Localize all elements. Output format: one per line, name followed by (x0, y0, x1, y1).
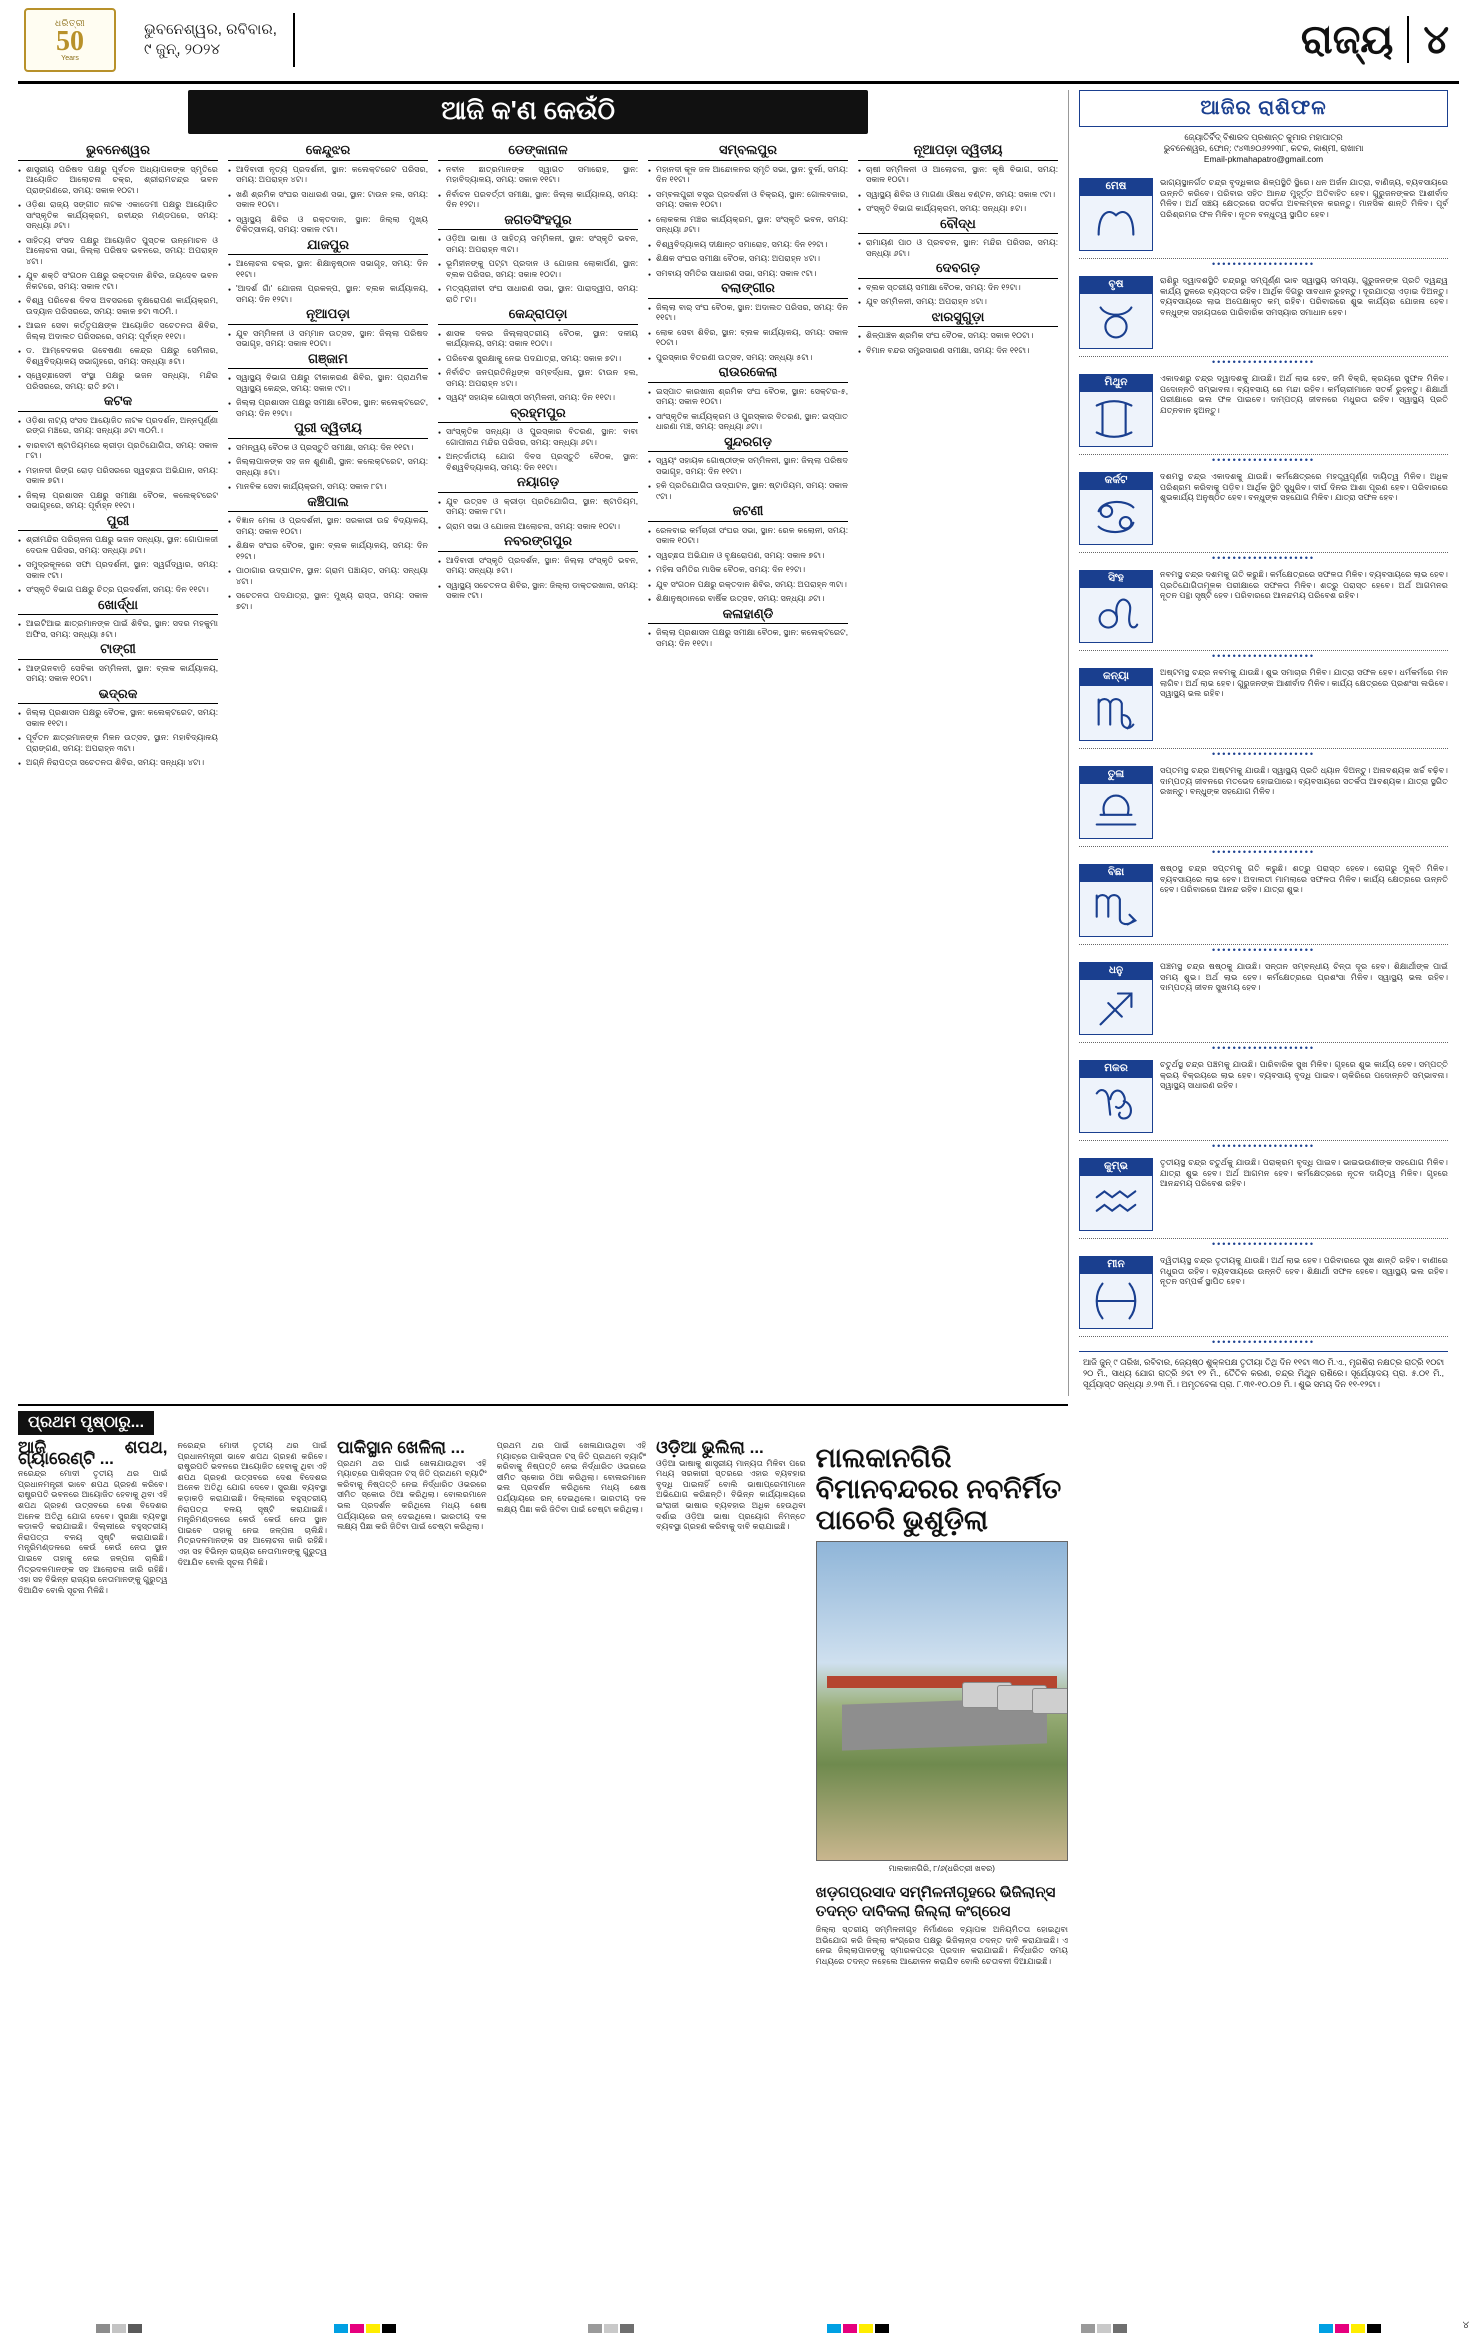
listings-columns (18, 141, 1068, 773)
divider (858, 233, 1058, 234)
divider (438, 422, 638, 423)
aries-icon (1079, 195, 1153, 251)
listing-event: ● ରାମାୟଣ ପାଠ ଓ ପ୍ରବଚନ, ସ୍ଥାନ: ମନ୍ଦିର ପରିସର, ସମୟ: ସନ୍ଧ୍ୟା ୬ଟା। (858, 238, 1058, 259)
registration-group-1 (96, 2324, 142, 2333)
horoscope-sign-icon-wrap (1079, 864, 1153, 937)
divider (228, 324, 428, 325)
registration-group-4 (827, 2324, 889, 2333)
divider (858, 326, 1058, 327)
registration-group-5 (1081, 2324, 1127, 2333)
listing-event: ● ବିଶ୍ୱ ପରିବେଶ ଦିବସ ଅବସରରେ ବୃକ୍ଷରୋପଣ କାର୍ଯ୍ୟକ୍ରମ, ଉଦ୍ୟାନ ପରିସରରେ, ସମୟ: ସକାଳ ୭ଟା ୩୦ମି.। (18, 296, 218, 317)
horoscope-divider: •••••••••••••••••••• (1211, 945, 1316, 955)
listing-event: ● ରେଳବାଇ କର୍ମଚାରୀ ସଂଘର ସଭା, ସ୍ଥାନ: ରେଳ କଲୋନୀ, ସମୟ: ସକାଳ ୧୦ଟା। (648, 526, 848, 547)
divider (438, 229, 638, 230)
horoscope-sign-text: ପଞ୍ଚମସ୍ଥ ଚନ୍ଦ୍ର ଷଷ୍ଠକୁ ଯାଉଛି। ସନ୍ତାନ ସମ୍ବନ୍ଧୀୟ ଚିନ୍ତା ଦୂର ହେବ। ଶିକ୍ଷାର୍ଥୀଙ୍କ ପାଇଁ ସମୟ ଶୁଭ। ଅର୍ଥ ଲାଭ ହେବ। କର୍ମକ୍ଷେତ୍ରରେ ପ୍ରଶଂସା ମିଳିବ। ସ୍ୱାସ୍ଥ୍ୟ ଭଲ ରହିବ। ଦାମ୍ପତ୍ୟ ଜୀବନ ସୁଖମୟ ହେବ। (1160, 962, 1448, 993)
aquarius-icon (1086, 1176, 1146, 1230)
logo-years-text: Years (61, 54, 79, 62)
horoscope-sign-row (1079, 1151, 1448, 1239)
story1-headline: ଆଜି ଶପଥ, ଗ୍ୟାରେଣ୍ଟି ... (18, 1438, 168, 1468)
horoscope-sign-icon-wrap (1079, 668, 1153, 741)
listing-event: ● ସମ୍ବଲପୁରୀ ବସ୍ତ୍ର ପ୍ରଦର୍ଶନୀ ଓ ବିକ୍ରୟ, ସ୍ଥାନ: ଗୋଲବଜାର, ସମୟ: ସକାଳ ୧୦ଟା। (648, 190, 848, 211)
listing-city-heading: ଭଦ୍ରକ (98, 685, 138, 701)
divider (648, 451, 848, 452)
horoscope-sign-icon-wrap (1079, 1158, 1153, 1231)
photo-pipe-3 (1032, 1688, 1068, 1714)
listing-city-heading: ଭୁବନେଶ୍ୱର (86, 142, 150, 157)
horoscope-sign-text: ଅଷ୍ଟମସ୍ଥ ଚନ୍ଦ୍ର ନବମକୁ ଯାଉଛି। ଶୁଭ ସମାଚାର ମିଳିବ। ଯାତ୍ରା ସଫଳ ହେବ। ଧର୍ମକର୍ମରେ ମନ ଲାଗିବ। ଅର୍ଥ ଲାଭ ହେବ। ଗୁରୁଜନଙ୍କ ଆଶୀର୍ବାଦ ମିଳିବ। କାର୍ଯ୍ୟ କ୍ଷେତ୍ରରେ ପ୍ରଶଂସା ଲଭିବେ। ସ୍ୱାସ୍ଥ୍ୟ ଭଲ ରହିବ। (1160, 668, 1448, 699)
listing-event: ● ମହିଳା ସମିତିର ମାସିକ ବୈଠକ, ସମୟ: ଦିନ ୧୨ଟା। (648, 565, 848, 576)
listing-city-heading: କଟକ (103, 393, 133, 408)
horoscope-sign-name: ଧନୁ (1079, 962, 1153, 979)
listing-event: ● ସମବାୟ ସମିତିର ସାଧାରଣ ସଭା, ସମୟ: ସକାଳ ୯ଟା। (648, 269, 848, 280)
listing-event: ● ବିଜ୍ଞାନ ମେଳା ଓ ପ୍ରଦର୍ଶନୀ, ସ୍ଥାନ: ସରକାରୀ ଉଚ୍ଚ ବିଦ୍ୟାଳୟ, ସମୟ: ସକାଳ ୧୦ଟା। (228, 516, 428, 537)
horoscope-sign-name: କନ୍ୟା (1079, 668, 1153, 685)
masthead-divider (293, 13, 295, 67)
divider (18, 411, 218, 412)
divider (228, 368, 428, 369)
story2-body-cont: ପ୍ରଥମ ଥର ପାଇଁ ଖେଳାଯାଉଥିବା ଏହି ମ୍ୟାଚ୍‌ରେ ପାକିସ୍ତାନ ଟସ୍‌ ଜିତି ପ୍ରଥମେ ବ୍ୟାଟିଂ କରିବାକୁ ନିଷ୍ପତ୍ତି ନେଇ ନିର୍ଦ୍ଧାରିତ ଓଭରରେ ସୀମିତ ସ୍କୋର ଠିଆ କରିଥିଲା। ବୋଲରମାନେ ଭଲ ପ୍ରଦର୍ଶନ କରିଥିଲେ ମଧ୍ୟ ଶେଷ ପର୍ଯ୍ୟାୟରେ ରନ୍ ଦେଇଥିଲେ। ଭାରତୀୟ ଦଳ ଲକ୍ଷ୍ୟ ପିଛା କରି ଜିତିବା ପାଇଁ ଚେଷ୍ଟା କରିଥିଲା। (496, 1441, 647, 1514)
virgo-icon (1086, 686, 1146, 740)
divider (648, 521, 848, 522)
horoscope-sign-icon-wrap (1079, 1060, 1153, 1133)
listing-event: ● ଓଡ଼ିଶା ନାଟ୍ୟ ସଂସଦ ଆୟୋଜିତ ନାଟକ ପ୍ରଦର୍ଶନ, ଅନ୍ନପୂର୍ଣ୍ଣା ରଙ୍ଗ ମଞ୍ଚରେ, ସମୟ: ସନ୍ଧ୍ୟା ୬ଟା ୩୦ମି.। (18, 416, 218, 437)
divider (858, 160, 1058, 161)
story2-body: ପ୍ରଥମ ଥର ପାଇଁ ଖେଳାଯାଉଥିବା ଏହି ମ୍ୟାଚ୍‌ରେ ପାକିସ୍ତାନ ଟସ୍‌ ଜିତି ପ୍ରଥମେ ବ୍ୟାଟିଂ କରିବାକୁ ନିଷ୍ପତ୍ତି ନେଇ ନିର୍ଦ୍ଧାରିତ ଓଭରରେ ସୀମିତ ସ୍କୋର ଠିଆ କରିଥିଲା। ବୋଲରମାନେ ଭଲ ପ୍ରଦର୍ଶନ କରିଥିଲେ ମଧ୍ୟ ଶେଷ ପର୍ଯ୍ୟାୟରେ ରନ୍ ଦେଇଥିଲେ। ଭାରତୀୟ ଦଳ ଲକ୍ଷ୍ୟ ପିଛା କରି ଜିତିବା ପାଇଁ ଚେଷ୍ଟା କରିଥିଲା। (337, 1458, 487, 1532)
listing-event: ● ଚାଷୀ ସମ୍ମିଳନୀ ଓ ଆଲୋଚନା, ସ୍ଥାନ: କୃଷି ବିଭାଗ, ସମୟ: ସକାଳ ୧୦ଟା। (858, 165, 1058, 186)
listing-event: ● ବିଶ୍ୱବିଦ୍ୟାଳୟ ଦୀକ୍ଷାନ୍ତ ସମାରୋହ, ସମୟ: ଦିନ ୧୨ଟା। (648, 240, 848, 251)
listing-event: ● ଇସ୍ପାତ କାରଖାନା ଶ୍ରମିକ ସଂଘ ବୈଠକ, ସ୍ଥାନ: ସେକ୍ଟର-୫, ସମୟ: ସକାଳ ୧୦ଟା। (648, 387, 848, 408)
edition-day: ୯ ଜୁନ୍‌, ୨୦୨୪ (144, 40, 221, 58)
listing-city-heading: ଜଗତସିଂହପୁର (504, 211, 572, 227)
listing-event: ● ପାଠାଗାର ଉଦ୍‌ଘାଟନ, ସ୍ଥାନ: ଗ୍ରାମ ପଞ୍ଚାୟତ, ସମୟ: ସନ୍ଧ୍ୟା ୪ଟା। (228, 566, 428, 587)
divider (228, 254, 428, 255)
story4-body: ଜିଲ୍ଲା ସ୍ତରୀୟ ସମ୍ମିଳନୀଗୃହ ନିର୍ମାଣରେ ବ୍ୟାପକ ଅନିୟମିତତା ହୋଇଥିବା ଅଭିଯୋଗ କରି ଜିଲ୍ଲା କଂଗ୍ରେସ ପକ୍ଷରୁ ଭିଜିଲାନ୍ସ ତଦନ୍ତ ଦାବି କରାଯାଇଛି। ଏ ନେଇ ଜିଲ୍ଲାପାଳଙ୍କୁ ସ୍ମାରକପତ୍ର ପ୍ରଦାନ କରାଯାଇଛି। ନିର୍ଦ୍ଧାରିତ ସମୟ ମଧ୍ୟରେ ତଦନ୍ତ ନହେଲେ ଆନ୍ଦୋଳନ କରାଯିବ ବୋଲି ଚେତାବନୀ ଦିଆଯାଇଛି। (815, 1925, 1068, 1966)
horoscope-sign-icon-wrap (1079, 570, 1153, 643)
listing-event: ● ଲୋକ ସେବା ଶିବିର, ସ୍ଥାନ: ବ୍ଲକ କାର୍ଯ୍ୟାଳୟ, ସମୟ: ସକାଳ ୧୦ଟା। (648, 328, 848, 349)
horoscope-zone (1068, 90, 1448, 1396)
photo-caption: ମାଲକାନଗିରି, ୮/୬(ଧରିତ୍ରୀ ଖବର) (888, 1864, 995, 1873)
listing-event: ● 'ଆଦର୍ଶ ଗାଁ' ଯୋଜନା ପ୍ରକଳ୍ପ, ସ୍ଥାନ: ବ୍ଲକ କାର୍ଯ୍ୟାଳୟ, ସମୟ: ଦିନ ୧୨ଟା। (228, 284, 428, 305)
horoscope-astrologer: ଜ୍ୟୋତିର୍ବିଦ୍‌ ବିଶାରଦ ପ୍ରଶାନ୍ତ କୁମାର ମହାପାତ୍ର (1184, 132, 1343, 142)
cancer-icon (1079, 489, 1153, 545)
horoscope-divider: •••••••••••••••••••• (1211, 847, 1316, 857)
listing-event: ● ମହାନଦୀ ରିଙ୍ଗ ରୋଡ଼ ପରିସରରେ ସ୍ୱଚ୍ଛତା ଅଭିଯାନ, ସମୟ: ସକାଳ ୭ଟା। (18, 466, 218, 487)
logo-anniversary-number: 50 (56, 25, 84, 57)
story4-headline: ଖଡ଼ଗପ୍ରସାଦ ସମ୍ମିଳନୀଗୃହରେ ଭିଜିଲାନ୍ସ ତଦନ୍ତ ଦାବିକଲା ଜିଲ୍ଲା କଂଗ୍ରେସ (815, 1884, 1056, 1920)
horoscope-sign-row (1079, 563, 1448, 651)
listing-event: ● ନିର୍ବାଚିତ ଜନପ୍ରତିନିଧିଙ୍କ ସମ୍ବର୍ଦ୍ଧନା, ସ୍ଥାନ: ଟାଉନ ହଲ, ସମୟ: ଅପରାହ୍ନ ୪ଟା। (438, 368, 638, 389)
horoscope-sign-row (1079, 269, 1448, 357)
listing-city-heading: ଡେଙ୍କାନାଳ (508, 142, 568, 157)
listing-event: ● ସମନ୍ୱୟ ବୈଠକ ଓ ପ୍ରସ୍ତୁତି ସମୀକ୍ଷା, ସମୟ: ଦିନ ୧୧ଟା। (228, 443, 428, 454)
listing-event: ● ସାଂସ୍କୃତିକ କାର୍ଯ୍ୟକ୍ରମ ଓ ପୁରସ୍କାର ବିତରଣ, ସ୍ଥାନ: ଇସ୍ପାତ ଧାରଣା ମଞ୍ଚ, ସମୟ: ସନ୍ଧ୍ୟା ୬ଟା। (648, 412, 848, 433)
horoscope-sign-row (1079, 367, 1448, 455)
listing-event: ● ଜିଲ୍ଲା ପ୍ରଶାସନ ପକ୍ଷରୁ ସମୀକ୍ଷା ବୈଠକ, କଲେକ୍ଟରେଟ ସଭାଗୃହରେ, ସମୟ: ପୂର୍ବାହ୍ନ ୧୧ଟା। (18, 491, 218, 512)
registration-group-3 (588, 2324, 634, 2333)
listing-event: ● ଅଗ୍ନି ନିରାପତ୍ତା ସଚେତନତା ଶିବିର, ସମୟ: ସନ୍ଧ୍ୟା ୪ଟା। (18, 758, 218, 769)
horoscope-sign-row (1079, 955, 1448, 1043)
horoscope-divider: •••••••••••••••••••• (1211, 749, 1316, 759)
divider (858, 278, 1058, 279)
listing-city-heading: ବୌଦ୍ଧ (940, 215, 976, 231)
horoscope-sign-row (1079, 1053, 1448, 1141)
listing-event: ● ପରିବେଶ ସୁରକ୍ଷାକୁ ନେଇ ପଦଯାତ୍ରା, ସମୟ: ସକାଳ ୭ଟା। (438, 354, 638, 365)
listing-event: ● ପୁରସ୍କାର ବିତରଣୀ ଉତ୍ସବ, ସମୟ: ସନ୍ଧ୍ୟା ୫ଟା। (648, 353, 848, 364)
leo-icon (1079, 587, 1153, 643)
gemini-icon (1086, 392, 1146, 446)
story1-body: ନରେନ୍ଦ୍ର ମୋଦୀ ତୃତୀୟ ଥର ପାଇଁ ପ୍ରଧାନମନ୍ତ୍ରୀ ଭାବେ ଶପଥ ଗ୍ରହଣ କରିବେ। ରାଷ୍ଟ୍ରପତି ଭବନରେ ଆୟୋଜିତ ହେବାକୁ ଥିବା ଏହି ଶପଥ ଗ୍ରହଣ ଉତ୍ସବରେ ଦେଶ ବିଦେଶର ଅନେକ ଅତିଥି ଯୋଗ ଦେବେ। ସୁରକ୍ଷା ବ୍ୟବସ୍ଥା କଡ଼ାକଡ଼ି କରାଯାଇଛି। ଦିଲ୍ଲୀରେ ବହୁସ୍ତରୀୟ ନିରାପତ୍ତା ବଳୟ ସୃଷ୍ଟି କରାଯାଇଛି। ମନ୍ତ୍ରିମଣ୍ଡଳରେ କେଉଁ କେଉଁ ନେତା ସ୍ଥାନ ପାଇବେ ତାହାକୁ ନେଇ ଜଳ୍ପନା ଚାଲିଛି। ମିତ୍ରଦଳମାନଙ୍କ ସହ ଆଲୋଚନା ଜାରି ରହିଛି। ଏହା ସହ ବିଭିନ୍ନ ରାଜ୍ୟର ନେତାମାନଙ୍କୁ ଗୁରୁତ୍ୱ ଦିଆଯିବ ବୋଲି ସୂଚନା ମିଳିଛି। (18, 1469, 168, 1595)
horoscope-sign-icon-wrap (1079, 766, 1153, 839)
listing-event: ● ମହାନଦୀ କୂଳ ଜଳ ଆନ୍ଦୋଳନର ସ୍ମୃତି ସଭା, ସ୍ଥାନ: ବୁର୍ଲା, ସମୟ: ଦିନ ୧୧ଟା। (648, 165, 848, 186)
listing-event: ● ଜିଲ୍ଲା ପ୍ରଶାସନ ପକ୍ଷରୁ ସମୀକ୍ଷା ବୈଠକ, ସ୍ଥାନ: କଲେକ୍ଟରେଟ, ସମୟ: ଦିନ ୧୨ଟା। (228, 398, 428, 419)
horoscope-sign-text: ଭାଗ୍ୟସ୍ଥାନର୍ଗତ ଚନ୍ଦ୍ର ବୃଦ୍ଧିକାର ଶିଳ୍ପସ୍ଥିତି ସ୍ଥିରେ। ଧନ ଅର୍ଜନ ଯାତ୍ରା, ବାଣିଜ୍ୟ, ବ୍ୟବସାୟରେ ଉନ୍ନତି କରିବେ। ପରିବାର ସହିତ ଆନନ୍ଦ ମୁହୂର୍ତ୍ତ ଅତିବାହିତ ହେବ। ଗୁରୁଜନଙ୍କର ଆଶୀର୍ବାଦ ମିଳିବ। ଅର୍ଥ ସଞ୍ଚୟ କ୍ଷେତ୍ରରେ ସତର୍କତା ଅବଲମ୍ବନ କରନ୍ତୁ। ମାନସିକ ଶାନ୍ତି ମିଳିବ। ପୂର୍ବ ପରିଶ୍ରମର ଫଳ ମିଳିବ। ନୂତନ ବନ୍ଧୁତ୍ୱ ସ୍ଥାପିତ ହେବ। (1160, 178, 1448, 219)
listing-event: ● ଆଇଟିଆଇ ଛାତ୍ରମାନଙ୍କ ପାଇଁ ଶିବିର, ସ୍ଥାନ: ସଦର ମହକୁମା ଅଫିସ, ସମୟ: ସନ୍ଧ୍ୟା ୫ଟା। (18, 619, 218, 640)
edition-date (130, 20, 277, 60)
listing-city-heading: ନୟାଗଡ଼ (516, 474, 560, 489)
listing-event: ● ସ୍ୱେଚ୍ଛାସେବୀ ସଂସ୍ଥା ପକ୍ଷରୁ ଭଜନ ସନ୍ଧ୍ୟା, ମନ୍ଦିର ପରିସରରେ, ସମୟ: ରାତି ୭ଟା। (18, 371, 218, 392)
listing-event: ● ନବୀନ ଛାତ୍ରମାନଙ୍କ ସ୍ୱାଗତ ସମାରୋହ, ସ୍ଥାନ: ମହାବିଦ୍ୟାଳୟ, ସମୟ: ସକାଳ ୧୧ଟା। (438, 165, 638, 186)
horoscope-sign-row (1079, 171, 1448, 259)
listing-city-heading: ପୁରୀ (106, 512, 130, 528)
horoscope-divider: •••••••••••••••••••• (1211, 1141, 1316, 1151)
masthead (18, 0, 1459, 84)
story2-headline: ପାକିସ୍ଥାନ ଖେଳିଲା ... (337, 1438, 465, 1457)
horoscope-sign-text: ଦ୍ୱିତୀୟସ୍ଥ ଚନ୍ଦ୍ର ତୃତୀୟକୁ ଯାଉଛି। ଅର୍ଥ ଲାଭ ହେବ। ପରିବାରରେ ସୁଖ ଶାନ୍ତି ରହିବ। ବାଣୀରେ ମଧୁରତା ରହିବ। ବ୍ୟବସାୟରେ ଉନ୍ନତି ହେବ। ଶିକ୍ଷାର୍ଥୀ ସଫଳ ହେବେ। ସ୍ୱାସ୍ଥ୍ୟ ଭଲ ରହିବ। ନୂତନ ସମ୍ପର୍କ ସ୍ଥାପିତ ହେବ। (1160, 1256, 1448, 1287)
story-column-4 (497, 1441, 647, 1967)
libra-icon (1086, 784, 1146, 838)
listing-event: ● ସ୍ୱାସ୍ଥ୍ୟ ଶିବିର ଓ ମାଗଣା ଔଷଧ ବଣ୍ଟନ, ସମୟ: ସକାଳ ୯ଟା। (858, 190, 1058, 201)
horoscope-sign-name: ସିଂହ (1079, 570, 1153, 587)
divider (438, 324, 638, 325)
horoscope-sign-text: ଚତୁର୍ଥସ୍ଥ ଚନ୍ଦ୍ର ପଞ୍ଚମକୁ ଯାଉଛି। ପାରିବାରିକ ସୁଖ ମିଳିବ। ଗୃହରେ ଶୁଭ କାର୍ଯ୍ୟ ହେବ। ସମ୍ପତ୍ତି କ୍ରୟ ବିକ୍ରୟରେ ଲାଭ ହେବ। ବ୍ୟବସାୟ ବୃଦ୍ଧି ପାଇବ। ଚାକିରିରେ ପଦୋନ୍ନତି ସମ୍ଭାବନା। ସ୍ୱାସ୍ଥ୍ୟ ସାଧାରଣ ରହିବ। (1160, 1060, 1448, 1091)
listing-city-heading: ନୂଆପଡ଼ା (306, 306, 350, 321)
story-column-3 (337, 1438, 487, 1967)
horoscope-sign-text: ରାଶିରୁ ଦ୍ୱାଦଶସ୍ଥିତି ଚନ୍ଦ୍ରରୁ ସମ୍ପୂର୍ଣ୍ଣ ଭାବ ସ୍ୱାସ୍ଥ୍ୟ ସମସ୍ୟା, ଗୁରୁଜନଙ୍କ ପ୍ରତି ଦ୍ୱନ୍ଦ୍ୱ କାର୍ଯ୍ୟ ସ୍ଥଳରେ ବ୍ୟସ୍ତତା ରହିବ। ଆର୍ଥିକ ଦିଗରୁ ସାବଧାନ ରୁହନ୍ତୁ। ଦୂରଯାତ୍ରା ଏଡ଼ାଇ ଦିଅନ୍ତୁ। ବ୍ୟବସାୟରେ ଲାଭ ଅପେକ୍ଷାକୃତ କମ୍‌ ରହିବ। ପରିବାରରେ ଶୁଭ କାର୍ଯ୍ୟର ଯୋଜନା ହେବ। ବନ୍ଧୁଙ୍କ ସହାୟତାରେ ପାରିବାରିକ ସମସ୍ୟାର ସମାଧାନ ହେବ। (1160, 276, 1448, 317)
photo-headline: ମାଲକାନଗିରି ବିମାନବନ୍ଦରର ନବନିର୍ମିତ ପାଚେରି ଭୁଶୁଡ଼ିଲା (815, 1443, 1062, 1535)
story3-body: ଓଡ଼ିଆ ଭାଷାକୁ ଶାସ୍ତ୍ରୀୟ ମାନ୍ୟତା ମିଳିବା ପରେ ମଧ୍ୟ ସରକାରୀ ସ୍ତରରେ ଏହାର ବ୍ୟବହାର ବୃଦ୍ଧି ପାଇନାହିଁ ବୋଲି ଭାଷାପ୍ରେମୀମାନେ ଅଭିଯୋଗ କରିଛନ୍ତି। ବିଭିନ୍ନ କାର୍ଯ୍ୟାଳୟରେ ଇଂରାଜୀ ଭାଷାର ବ୍ୟବହାର ଅଧିକ ହେଉଥିବା ଦର୍ଶାଇ ଓଡ଼ିଆ ଭାଷା ପ୍ରୟୋଗ ନିମନ୍ତେ ବ୍ୟବସ୍ଥା ଗ୍ରହଣ କରିବାକୁ ଦାବି କରାଯାଇଛି। (656, 1458, 806, 1532)
listing-event: ● ଓଡ଼ିଶା ରାଜ୍ୟ ସଙ୍ଗୀତ ନାଟକ ଏକାଡେମୀ ପକ୍ଷରୁ ଆୟୋଜିତ ସାଂସ୍କୃତିକ କାର୍ଯ୍ୟକ୍ରମ, ରବୀନ୍ଦ୍ର ମଣ୍ଡପରେ, ସମୟ: ସନ୍ଧ୍ୟା ୬ଟା। (18, 200, 218, 232)
listing-city-heading: ଜଟଣୀ (732, 503, 764, 518)
horoscope-sign-icon-wrap (1079, 178, 1153, 251)
horoscope-sign-text: ତୃତୀୟସ୍ଥ ଚନ୍ଦ୍ର ଚତୁର୍ଥକୁ ଯାଉଛି। ପରାକ୍ରମ ବୃଦ୍ଧି ପାଇବ। ଭାଇଭଉଣୀଙ୍କ ସହଯୋଗ ମିଳିବ। ଯାତ୍ରା ଶୁଭ ହେବ। ଅର୍ଥ ଆଗମନ ହେବ। କର୍ମକ୍ଷେତ୍ରରେ ନୂତନ ଦାୟିତ୍ୱ ମିଳିବ। ଗୃହରେ ଆନନ୍ଦମୟ ପରିବେଶ ରହିବ। (1160, 1158, 1448, 1189)
listings-column (648, 141, 848, 773)
virgo-icon (1079, 685, 1153, 741)
listing-city-heading: ଦେବଗଡ଼ (936, 260, 980, 275)
horoscope-list (1079, 171, 1448, 1347)
listing-event: ● ବାରବାଟୀ ଷ୍ଟାଡିୟମରେ କ୍ରୀଡ଼ା ପ୍ରତିଯୋଗିତା, ସମୟ: ସକାଳ ୮ଟା। (18, 441, 218, 462)
listing-event: ● ଆଙ୍ଗନବାଡ଼ି ସେବିକା ସମ୍ମିଳନୀ, ସ୍ଥାନ: ବ୍ଲକ କାର୍ଯ୍ୟାଳୟ, ସମୟ: ସକାଳ ୧୦ଟା। (18, 664, 218, 685)
registration-group-6 (1319, 2324, 1381, 2333)
horoscope-sign-text: ଏକାଦଶରୁ ଚନ୍ଦ୍ର ଦ୍ୱାଦଶକୁ ଯାଉଛି। ଅର୍ଥ ଲାଭ ହେବ, ଜମି ବିକ୍ରି, କ୍ରୟରେ ସୁଫଳ ମିଳିବ। ପଦୋନ୍ନତି ସମ୍ଭାବନା। ବ୍ୟବସାୟ ରେ ମନ୍ଦା ରହିବ। କର୍ମଚାରୀମାନେ ସତର୍କ ରୁହନ୍ତୁ। ଶିକ୍ଷାର୍ଥୀ ପରୀକ୍ଷାରେ ଭଲ ଫଳ ପାଇବେ। ଦାମ୍ପତ୍ୟ ଜୀବନରେ ମଧୁରତା ରହିବ। ସ୍ୱାସ୍ଥ୍ୟ ପ୍ରତି ଯତ୍ନବାନ ହୁଅନ୍ତୁ। (1160, 374, 1448, 415)
horoscope-credit (1079, 127, 1448, 171)
listing-event: ● ଯୁବ ସମ୍ମିଳନୀ ଓ ସମ୍ମାନ ଉତ୍ସବ, ସ୍ଥାନ: ଜିଲ୍ଲା ପରିଷଦ ସଭାଗୃହ, ସମୟ: ସକାଳ ୧୦ଟା। (228, 329, 428, 350)
horoscope-divider: •••••••••••••••••••• (1211, 455, 1316, 465)
horoscope-sign-row (1079, 661, 1448, 749)
listing-event: ● ସ୍ୱାସ୍ଥ୍ୟ ବିଭାଗ ପକ୍ଷରୁ ଟୀକାକରଣ ଶିବିର, ସ୍ଥାନ: ପ୍ରାଥମିକ ସ୍ୱାସ୍ଥ୍ୟ କେନ୍ଦ୍ର, ସମୟ: ସକାଳ ୯ଟା। (228, 373, 428, 394)
listing-city-heading: କେନ୍ଦୁଝର (305, 142, 351, 157)
divider (648, 298, 848, 299)
horoscope-divider: •••••••••••••••••••• (1211, 1239, 1316, 1249)
listings-column (858, 141, 1058, 773)
listing-event: ● ସ୍ୱଚ୍ଛତା ଅଭିଯାନ ଓ ବୃକ୍ଷରୋପଣ, ସମୟ: ସକାଳ ୭ଟା। (648, 551, 848, 562)
divider (228, 160, 428, 161)
divider (648, 623, 848, 624)
listing-city-heading: ପୁରୀ ଦ୍ୱିତୀୟ (294, 420, 362, 435)
listing-event: ● ଜିଲ୍ଲା ପ୍ରଶାସନ ପକ୍ଷରୁ ବୈଠକ, ସ୍ଥାନ: କଲେକ୍ଟରେଟ, ସମୟ: ସକାଳ ୧୧ଟା। (18, 708, 218, 729)
listing-event: ● ସାହିତ୍ୟ ସଂସଦ ପକ୍ଷରୁ ଆୟୋଜିତ ପୁସ୍ତକ ଉନ୍ମୋଚନ ଓ ଆଲୋଚନା ସଭା, ଜିଲ୍ଲା ପରିଷଦ ଭବନରେ, ସମୟ: ଅପରାହ୍ନ ୪ଟା। (18, 236, 218, 268)
horoscope-sign-icon-wrap (1079, 472, 1153, 545)
masthead-section-area (1301, 16, 1453, 63)
listing-event: ● ସାଂସ୍କୃତିକ ସନ୍ଧ୍ୟା ଓ ପୁରସ୍କାର ବିତରଣ, ସ୍ଥାନ: ବାବା ଗୋପୀନାଥ ମନ୍ଦିର ପରିସର, ସମୟ: ସନ୍ଧ୍ୟା ୬ଟା। (438, 427, 638, 448)
page-number: ୪ (1407, 16, 1449, 63)
horoscope-divider: •••••••••••••••••••• (1211, 1337, 1316, 1347)
listing-event: ● ଯୁବ ଉତ୍ସବ ଓ କ୍ରୀଡ଼ା ପ୍ରତିଯୋଗିତା, ସ୍ଥାନ: ଷ୍ଟାଡିୟମ, ସମୟ: ସକାଳ ୮ଟା। (438, 497, 638, 518)
listing-event: ● ହକି ପ୍ରତିଯୋଗିତା ଉଦ୍‌ଘାଟନ, ସ୍ଥାନ: ଷ୍ଟାଡିୟମ, ସମୟ: ସକାଳ ୯ଟା। (648, 481, 848, 502)
sagittarius-icon (1086, 980, 1146, 1034)
divider (648, 382, 848, 383)
listing-event: ● ଭୂମିହୀନଙ୍କୁ ପଟ୍ଟା ପ୍ରଦାନ ଓ ଯୋଜନା ଲୋକାର୍ପଣ, ସ୍ଥାନ: ବ୍ଲକ ପରିସର, ସମୟ: ସକାଳ ୧୦ଟା। (438, 259, 638, 280)
horoscope-divider: •••••••••••••••••••• (1211, 553, 1316, 563)
story-column-1 (18, 1438, 168, 1967)
cancer-icon (1086, 490, 1146, 544)
listing-event: ● ଶ୍ରୀମନ୍ଦିର ପରିଚାଳନା ପକ୍ଷରୁ ଭଜନ ସନ୍ଧ୍ୟା, ସ୍ଥାନ: ଗୋପାଳଜୀ ଦେଉଳ ପରିସର, ସମୟ: ସନ୍ଧ୍ୟା ୬ଟା। (18, 535, 218, 556)
listing-city-heading: ନୂଆପଡ଼ା ଦ୍ୱିତୀୟ (913, 142, 1003, 157)
listing-event: ● ଶିକ୍ଷକ ସଂଘର ବୈଠକ, ସ୍ଥାନ: ବ୍ଲକ କାର୍ଯ୍ୟାଳୟ, ସମୟ: ଦିନ ୧୨ଟା। (228, 541, 428, 562)
divider (18, 530, 218, 531)
taurus-icon (1079, 293, 1153, 349)
listing-event: ● ଜିଲ୍ଲା ପ୍ରଶାସନ ପକ୍ଷରୁ ସମୀକ୍ଷା ବୈଠକ, ସ୍ଥାନ: କଲେକ୍ଟରେଟ, ସମୟ: ଦିନ ୧୧ଟା। (648, 628, 848, 649)
story-column-5 (656, 1438, 806, 1967)
horoscope-sign-name: କର୍କଟ (1079, 472, 1153, 489)
horoscope-sign-row (1079, 759, 1448, 847)
edition-place: ଭୁବନେଶ୍ୱର, ରବିବାର, (144, 20, 277, 38)
listing-event: ● ଅନ୍ତର୍ଜାତୀୟ ଯୋଗ ଦିବସ ପ୍ରସ୍ତୁତି ବୈଠକ, ସ୍ଥାନ: ବିଶ୍ୱବିଦ୍ୟାଳୟ, ସମୟ: ଦିନ ୧୧ଟା। (438, 452, 638, 473)
listing-city-heading: ବଲାଙ୍ଗୀର (721, 280, 775, 295)
listing-event: ● ସମୁଦ୍ରକୂଳରେ ସଫା ପ୍ରଦର୍ଶନୀ, ସ୍ଥାନ: ସ୍ୱର୍ଗଦ୍ୱାର, ସମୟ: ସକାଳ ୯ଟା। (18, 560, 218, 581)
listing-city-heading: ସୁନ୍ଦରଗଡ଼ (724, 433, 772, 449)
listing-event: ● ସ୍ୱୟଂ ସହାୟକ ଗୋଷ୍ଠୀଙ୍କ ସମ୍ମିଳନୀ, ସ୍ଥାନ: ଜିଲ୍ଲା ପରିଷଦ ସଭାଗୃହ, ସମୟ: ଦିନ ୧୧ଟା। (648, 456, 848, 477)
pisces-icon (1079, 1273, 1153, 1329)
listing-event: ● ଶିକ୍ଷକ ସଂଘର ସମୀକ୍ଷା ବୈଠକ, ସମୟ: ଅପରାହ୍ନ ୪ଟା। (648, 254, 848, 265)
divider (228, 511, 428, 512)
horoscope-panchanga: ଆଜି ଜୁନ୍‌ ୯ ତାରିଖ, ରବିବାର, ଜ୍ୟେଷ୍ଠ ଶୁକ୍ଳପକ୍ଷ ତୃତୀୟା ତିଥି ଦିନ ୧୧ଟା ୩୦ ମି.ଏ., ମୃଗଶିରା ନକ୍ଷତ୍ର ରାତ୍ରି ୧୦ଟା ୨୦ ମି., ସାଧ୍ୟ ଯୋଗ ରାତ୍ରି ୭ଟା ୧୨ ମି., ତୈତିଳ କରଣ, ଚନ୍ଦ୍ର ମିଥୁନ ରାଶିରେ। ସୂର୍ଯ୍ୟୋଦୟ ପ୍ରା. ୫.୦୧ ମି., ସୂର୍ଯ୍ୟାସ୍ତ ସନ୍ଧ୍ୟା ୬.୨୩ ମି.। ଅମୃତବେଳା ପ୍ରା. ୮.୩୧-୧୦.୦୭ ମି.। ଶୁଭ ସମୟ ଦିନ ୧୧-୧୨ଟା। (1079, 1351, 1448, 1396)
listing-event: ● ବ୍ଲକ ସ୍ତରୀୟ ସମୀକ୍ଷା ବୈଠକ, ସମୟ: ଦିନ ୧୨ଟା। (858, 283, 1058, 294)
logo-top-text: ଧରିତ୍ରୀ (54, 17, 86, 28)
listings-column (438, 141, 638, 773)
listing-city-heading: ଟାଙ୍ଗୀ (100, 641, 136, 656)
horoscope-contact: ଭୁବନେଶ୍ୱର, ଫୋନ୍‌: ୯୪୩୭୦୬୨୨୩୮, କଟକ, କାଶ୍ମୀ, ରାଖାମା (1163, 143, 1364, 153)
continued-stories (18, 1404, 1068, 1967)
listing-city-heading: ଯାଜପୁର (306, 236, 350, 252)
horoscope-sign-icon-wrap (1079, 962, 1153, 1035)
listings-column (228, 141, 428, 773)
horoscope-email: Email-pkmahapatro@gmail.com (1203, 154, 1324, 164)
sagittarius-icon (1079, 979, 1153, 1035)
continued-label: ପ୍ରଥମ ପୃଷ୍ଠାରୁ... (18, 1411, 154, 1435)
divider (438, 551, 638, 552)
listing-event: ● ଓଡ଼ିଆ ଭାଷା ଓ ସାହିତ୍ୟ ସମ୍ମିଳନୀ, ସ୍ଥାନ: ସଂସ୍କୃତି ଭବନ, ସମୟ: ଅପରାହ୍ନ ୩ଟା। (438, 234, 638, 255)
story1-body-cont: ନରେନ୍ଦ୍ର ମୋଦୀ ତୃତୀୟ ଥର ପାଇଁ ପ୍ରଧାନମନ୍ତ୍ରୀ ଭାବେ ଶପଥ ଗ୍ରହଣ କରିବେ। ରାଷ୍ଟ୍ରପତି ଭବନରେ ଆୟୋଜିତ ହେବାକୁ ଥିବା ଏହି ଶପଥ ଗ୍ରହଣ ଉତ୍ସବରେ ଦେଶ ବିଦେଶର ଅନେକ ଅତିଥି ଯୋଗ ଦେବେ। ସୁରକ୍ଷା ବ୍ୟବସ୍ଥା କଡ଼ାକଡ଼ି କରାଯାଇଛି। ଦିଲ୍ଲୀରେ ବହୁସ୍ତରୀୟ ନିରାପତ୍ତା ବଳୟ ସୃଷ୍ଟି କରାଯାଇଛି। ମନ୍ତ୍ରିମଣ୍ଡଳରେ କେଉଁ କେଉଁ ନେତା ସ୍ଥାନ ପାଇବେ ତାହାକୁ ନେଇ ଜଳ୍ପନା ଚାଲିଛି। ମିତ୍ରଦଳମାନଙ୍କ ସହ ଆଲୋଚନା ଜାରି ରହିଛି। ଏହା ସହ ବିଭିନ୍ନ ରାଜ୍ୟର ନେତାମାନଙ୍କୁ ଗୁରୁତ୍ୱ ଦିଆଯିବ ବୋଲି ସୂଚନା ମିଳିଛି। (177, 1441, 328, 1567)
leo-icon (1086, 588, 1146, 642)
listings-zone (18, 90, 1068, 1396)
horoscope-sign-row (1079, 465, 1448, 553)
story3-headline: ଓଡ଼ିଆ ଭୁଲିଲା ... (656, 1438, 764, 1457)
horoscope-sign-name: ବୃଷ (1079, 276, 1153, 293)
listing-event: ● ମତ୍ସ୍ୟଜୀବୀ ସଂଘ ସାଧାରଣ ସଭା, ସ୍ଥାନ: ପାରାଦ୍ୱୀପ, ସମୟ: ରାତି ୮ଟା। (438, 284, 638, 305)
story-column-2 (178, 1441, 328, 1967)
divider (438, 492, 638, 493)
listing-city-heading: ରାଉରକେଲା (718, 364, 778, 379)
divider (18, 703, 218, 704)
capricorn-icon (1079, 1077, 1153, 1133)
photo-story (816, 1441, 1068, 1967)
listing-city-heading: ଗଞ୍ଜାମ (308, 350, 348, 366)
listing-event: ● ଜିଲ୍ଲା ବାର୍ ସଂଘ ବୈଠକ, ସ୍ଥାନ: ଅଦାଲତ ପରିସର, ସମୟ: ଦିନ ୧୧ଟା। (648, 303, 848, 324)
horoscope-sign-icon-wrap (1079, 1256, 1153, 1329)
gemini-icon (1079, 391, 1153, 447)
divider (648, 160, 848, 161)
listing-event: ● ସ୍ୱୟଂ ସହାୟକ ଗୋଷ୍ଠୀ ସମ୍ମିଳନୀ, ସମୟ: ଦିନ ୧୧ଟା। (438, 393, 638, 404)
horoscope-sign-name: ମକର (1079, 1060, 1153, 1077)
listing-event: ● ଖଣି ଶ୍ରମିକ ସଂଘର ସାଧାରଣ ସଭା, ସ୍ଥାନ: ଟାଉନ ହଲ, ସମୟ: ସକାଳ ୧୦ଟା। (228, 190, 428, 211)
horoscope-sign-text: ଦଶମସ୍ଥ ଚନ୍ଦ୍ର ଏକାଦଶକୁ ଯାଉଛି। କର୍ମକ୍ଷେତ୍ରରେ ମହତ୍ତ୍ୱପୂର୍ଣ୍ଣ ଦାୟିତ୍ୱ ମିଳିବ। ଅଧିକ ପରିଶ୍ରମ କରିବାକୁ ପଡ଼ିବ। ଆର୍ଥିକ ସ୍ଥିତି ସୁଧୁରିବ। ଦୀର୍ଘ ଦିନର ଆଶା ପୂରଣ ହେବ। ପରିବାରରେ ଶୁଭକାର୍ଯ୍ୟ ଅନୁଷ୍ଠିତ ହେବ। ବନ୍ଧୁଙ୍କ ସହଯୋଗ ମିଳିବ। ଯାତ୍ରା ସଫଳ ହେବ। (1160, 472, 1448, 503)
horoscope-divider: •••••••••••••••••••• (1211, 1043, 1316, 1053)
horoscope-divider: •••••••••••••••••••• (1211, 357, 1316, 367)
listing-city-heading: ବ୍ରହ୍ମପୁର (510, 404, 566, 420)
listing-event: ● ଲୋକକଳା ମଞ୍ଚର କାର୍ଯ୍ୟକ୍ରମ, ସ୍ଥାନ: ସଂସ୍କୃତି ଭବନ, ସମୟ: ସନ୍ଧ୍ୟା ୬ଟା। (648, 215, 848, 236)
listing-event: ● ସ୍ୱାସ୍ଥ୍ୟ ଶିବିର ଓ ରକ୍ତଦାନ, ସ୍ଥାନ: ଜିଲ୍ଲା ମୁଖ୍ୟ ଚିକିତ୍ସାଳୟ, ସମୟ: ସକାଳ ୯ଟା। (228, 215, 428, 236)
publication-logo (24, 8, 116, 72)
aries-icon (1086, 196, 1146, 250)
registration-group-2 (334, 2324, 396, 2333)
divider (438, 160, 638, 161)
scorpio-icon (1086, 882, 1146, 936)
divider (18, 614, 218, 615)
divider (228, 438, 428, 439)
horoscope-sign-name: ବିଛା (1079, 864, 1153, 881)
listing-city-heading: କଞ୍ଚିପାଲ (307, 493, 349, 509)
listing-event: ● ପୂର୍ବତନ ଛାତ୍ରମାନଙ୍କ ମିଳନ ଉତ୍ସବ, ସ୍ଥାନ: ମହାବିଦ୍ୟାଳୟ ପ୍ରାଙ୍ଗଣ, ସମୟ: ଅପରାହ୍ନ ୩ଟା। (18, 733, 218, 754)
listing-event: ● ଶିକ୍ଷାନୁଷ୍ଠାନରେ ବାର୍ଷିକ ଉତ୍ସବ, ସମୟ: ସନ୍ଧ୍ୟା ୬ଟା। (648, 594, 848, 605)
horoscope-sign-text: ସପ୍ତମସ୍ଥ ଚନ୍ଦ୍ର ଅଷ୍ଟମକୁ ଯାଉଛି। ସ୍ୱାସ୍ଥ୍ୟ ପ୍ରତି ଧ୍ୟାନ ଦିଅନ୍ତୁ। ଅନାବଶ୍ୟକ ଖର୍ଚ୍ଚ ବଢ଼ିବ। ଦାମ୍ପତ୍ୟ ଜୀବନରେ ମତଭେଦ ହୋଇପାରେ। ବ୍ୟବସାୟରେ ସତର୍କତା ଆବଶ୍ୟକ। ଯାତ୍ରା ସ୍ଥଗିତ ରଖନ୍ତୁ। ବନ୍ଧୁଙ୍କ ସହଯୋଗ ମିଳିବ। (1160, 766, 1448, 797)
horoscope-sign-row (1079, 857, 1448, 945)
listing-event: ● ସ୍ୱାସ୍ଥ୍ୟ ସଚେତନତା ଶିବିର, ସ୍ଥାନ: ଜିଲ୍ଲା ଡାକ୍ତରଖାନା, ସମୟ: ସକାଳ ୯ଟା। (438, 581, 638, 602)
horoscope-sign-icon-wrap (1079, 276, 1153, 349)
horoscope-sign-name: ତୁଳା (1079, 766, 1153, 783)
listings-column (18, 141, 218, 773)
horoscope-title: ଆଜିର ରାଶିଫଳ (1079, 90, 1448, 127)
page-content (18, 90, 1459, 1396)
listing-event: ● ଶାସକ ଦଳର ଜିଲ୍ଲାସ୍ତରୀୟ ବୈଠକ, ସ୍ଥାନ: ଦଳୀୟ କାର୍ଯ୍ୟାଳୟ, ସମୟ: ସକାଳ ୧୦ଟା। (438, 329, 638, 350)
horoscope-sign-row (1079, 1249, 1448, 1337)
listing-event: ● ମାନବିକ ସେବା କାର୍ଯ୍ୟକ୍ରମ, ସମୟ: ସକାଳ ୮ଟା। (228, 482, 428, 493)
capricorn-icon (1086, 1078, 1146, 1132)
listing-event: ● ଆଦିବାସୀ ନୃତ୍ୟ ପ୍ରଦର୍ଶନୀ, ସ୍ଥାନ: କଲେକ୍ଟରେଟ ପରିସର, ସମୟ: ଅପରାହ୍ନ ୪ଟା। (228, 165, 428, 186)
listing-event: ● ଆଇନ ସେବା କର୍ତ୍ତୃପକ୍ଷଙ୍କ ଆୟୋଜିତ ସଚେତନତା ଶିବିର, ଜିଲ୍ଲା ଅଦାଲତ ପରିସରରେ, ସମୟ: ପୂର୍ବାହ୍ନ ୧୧ଟା। (18, 321, 218, 342)
divider (18, 160, 218, 161)
listing-city-heading: ଖୋର୍ଦ୍ଧା (98, 596, 138, 612)
listing-event: ● ସଚେତନତା ପଦଯାତ୍ରା, ସ୍ଥାନ: ମୁଖ୍ୟ ରାସ୍ତା, ସମୟ: ସକାଳ ୭ଟା। (228, 591, 428, 612)
listing-event: ● ଯୁବ ସଂଗଠନ ପକ୍ଷରୁ ରକ୍ତଦାନ ଶିବିର, ସମୟ: ଅପରାହ୍ନ ୩ଟା। (648, 580, 848, 591)
listing-city-heading: କଳାହାଣ୍ଡି (722, 605, 774, 621)
listing-city-heading: ନବରଙ୍ଗପୁର (503, 533, 572, 548)
aquarius-icon (1079, 1175, 1153, 1231)
section-title: ରାଜ୍ୟ (1300, 17, 1394, 62)
listing-event: ● ନିର୍ବାଚନ ପରବର୍ତ୍ତୀ ସମୀକ୍ଷା, ସ୍ଥାନ: ଜିଲ୍ଲା କାର୍ଯ୍ୟାଳୟ, ସମୟ: ଦିନ ୧୨ଟା। (438, 190, 638, 211)
divider (18, 659, 218, 660)
print-registration-bars (0, 2324, 1477, 2333)
listing-event: ● ଆଲୋଚନା ଚକ୍ର, ସ୍ଥାନ: ଶିକ୍ଷାନୁଷ୍ଠାନ ସଭାଗୃହ, ସମୟ: ଦିନ ୧୧ଟା। (228, 259, 428, 280)
listing-event: ● ଗ୍ରାମ ସଭା ଓ ଯୋଜନା ଆଲୋଚନା, ସମୟ: ସକାଳ ୧୦ଟା। (438, 522, 638, 533)
listing-event: ● ଜିଲ୍ଲାପାଳଙ୍କ ସହ ଜନ ଶୁଣାଣି, ସ୍ଥାନ: କଲେକ୍ଟରେଟ, ସମୟ: ସନ୍ଧ୍ୟା ୫ଟା। (228, 457, 428, 478)
taurus-icon (1086, 294, 1146, 348)
listing-event: ● ସଂସ୍କୃତି ବିଭାଗ କାର୍ଯ୍ୟକ୍ରମ, ସମୟ: ସନ୍ଧ୍ୟା ୫ଟା। (858, 204, 1058, 215)
horoscope-sign-name: ମିଥୁନ (1079, 374, 1153, 391)
listing-event: ● ଡ. ଆମ୍ବେଦକର ଗବେଷଣା କେନ୍ଦ୍ର ପକ୍ଷରୁ ସେମିନାର, ବିଶ୍ୱବିଦ୍ୟାଳୟ ସଭାଗୃହରେ, ସମୟ: ସନ୍ଧ୍ୟା ୫ଟା। (18, 346, 218, 367)
footer-page-number: ୪ (1462, 2320, 1469, 2331)
listing-city-heading: ସମ୍ବଲପୁର (719, 142, 777, 157)
horoscope-sign-text: ଷଷ୍ଠସ୍ଥ ଚନ୍ଦ୍ର ସପ୍ତମକୁ ଗତି କରୁଛି। ଶତ୍ରୁ ପରାସ୍ତ ହେବେ। ରୋଗରୁ ମୁକ୍ତି ମିଳିବ। ବ୍ୟବସାୟରେ ଲାଭ ହେବ। ଅଦାଲତୀ ମାମଲାରେ ସଫଳତା ମିଳିବ। କାର୍ଯ୍ୟ କ୍ଷେତ୍ରରେ ଉନ୍ନତି ହେବ। ପରିବାରରେ ଆନନ୍ଦ ରହିବ। ଯାତ୍ରା ଶୁଭ। (1160, 864, 1448, 895)
horoscope-sign-text: ନବମସ୍ଥ ଚନ୍ଦ୍ର ଦଶମକୁ ଗତି କରୁଛି। କର୍ମକ୍ଷେତ୍ରରେ ସଫଳତା ମିଳିବ। ବ୍ୟବସାୟରେ ଲାଭ ହେବ। ପ୍ରତିଯୋଗିତାମୂଳକ ପରୀକ୍ଷାରେ ସଫଳତା ମିଳିବ। ଶତ୍ରୁ ପରାସ୍ତ ହେବେ। ଅର୍ଥ ଆଗମନର ନୂତନ ପନ୍ଥା ସୃଷ୍ଟି ହେବ। ପରିବାରରେ ଆନନ୍ଦମୟ ପରିବେଶ ରହିବ। (1160, 570, 1448, 601)
listing-city-heading: ଝାରସୁଗୁଡ଼ା (931, 308, 985, 324)
listing-event: ● ଆଦିବାସୀ ସଂସ୍କୃତି ପ୍ରଦର୍ଶନ, ସ୍ଥାନ: ଜିଲ୍ଲା ସଂସ୍କୃତି ଭବନ, ସମୟ: ସନ୍ଧ୍ୟା ୫ଟା। (438, 556, 638, 577)
pisces-icon (1086, 1274, 1146, 1328)
listing-city-heading: କେନ୍ଦ୍ରାପଡ଼ା (508, 306, 568, 321)
libra-icon (1079, 783, 1153, 839)
horoscope-sign-name: କୁମ୍ଭ (1079, 1158, 1153, 1175)
horoscope-sign-name: ମେଷ (1079, 178, 1153, 195)
horoscope-sign-icon-wrap (1079, 374, 1153, 447)
listing-event: ● ଯୁବ ସମ୍ମିଳନୀ, ସମୟ: ଅପରାହ୍ନ ୪ଟା। (858, 297, 1058, 308)
listing-event: ● ଶାସ୍ତ୍ରୀୟ ପରିଷଦ ପକ୍ଷରୁ ପୂର୍ବତନ ଅଧ୍ୟାପକଙ୍କ ସ୍ମୃତିରେ ଆୟୋଜିତ ଆଲୋଚନା ଚକ୍ର, ଶ୍ରୀରାମଚନ୍ଦ୍ର ଭବନ ପ୍ରାଙ୍ଗଣରେ, ସମୟ: ସକାଳ ୧୦ଟା। (18, 165, 218, 197)
listing-event: ● ସଂସ୍କୃତି ବିଭାଗ ପକ୍ଷରୁ ଚିତ୍ର ପ୍ରଦର୍ଶନୀ, ସମୟ: ଦିନ ୧୧ଟା। (18, 585, 218, 596)
listing-event: ● ଯୁବ ଶକ୍ତି ସଂଗଠନ ପକ୍ଷରୁ ରକ୍ତଦାନ ଶିବିର, ଜୟଦେବ ଭବନ ନିକଟରେ, ସମୟ: ସକାଳ ୯ଟା। (18, 271, 218, 292)
news-photo (816, 1541, 1068, 1861)
listing-event: ● ବିମାନ ବନ୍ଦର ସମ୍ପ୍ରସାରଣ ସମୀକ୍ଷା, ସମୟ: ଦିନ ୧୧ଟା। (858, 346, 1058, 357)
listings-banner: ଆଜି କ'ଣ କେଉଁଠି (188, 90, 868, 134)
listing-event: ● ଶିଳ୍ପାଞ୍ଚଳ ଶ୍ରମିକ ସଂଘ ବୈଠକ, ସମୟ: ସକାଳ ୧୦ଟା। (858, 331, 1058, 342)
horoscope-divider: •••••••••••••••••••• (1211, 259, 1316, 269)
scorpio-icon (1079, 881, 1153, 937)
horoscope-divider: •••••••••••••••••••• (1211, 651, 1316, 661)
horoscope-sign-name: ମୀନ (1079, 1256, 1153, 1273)
